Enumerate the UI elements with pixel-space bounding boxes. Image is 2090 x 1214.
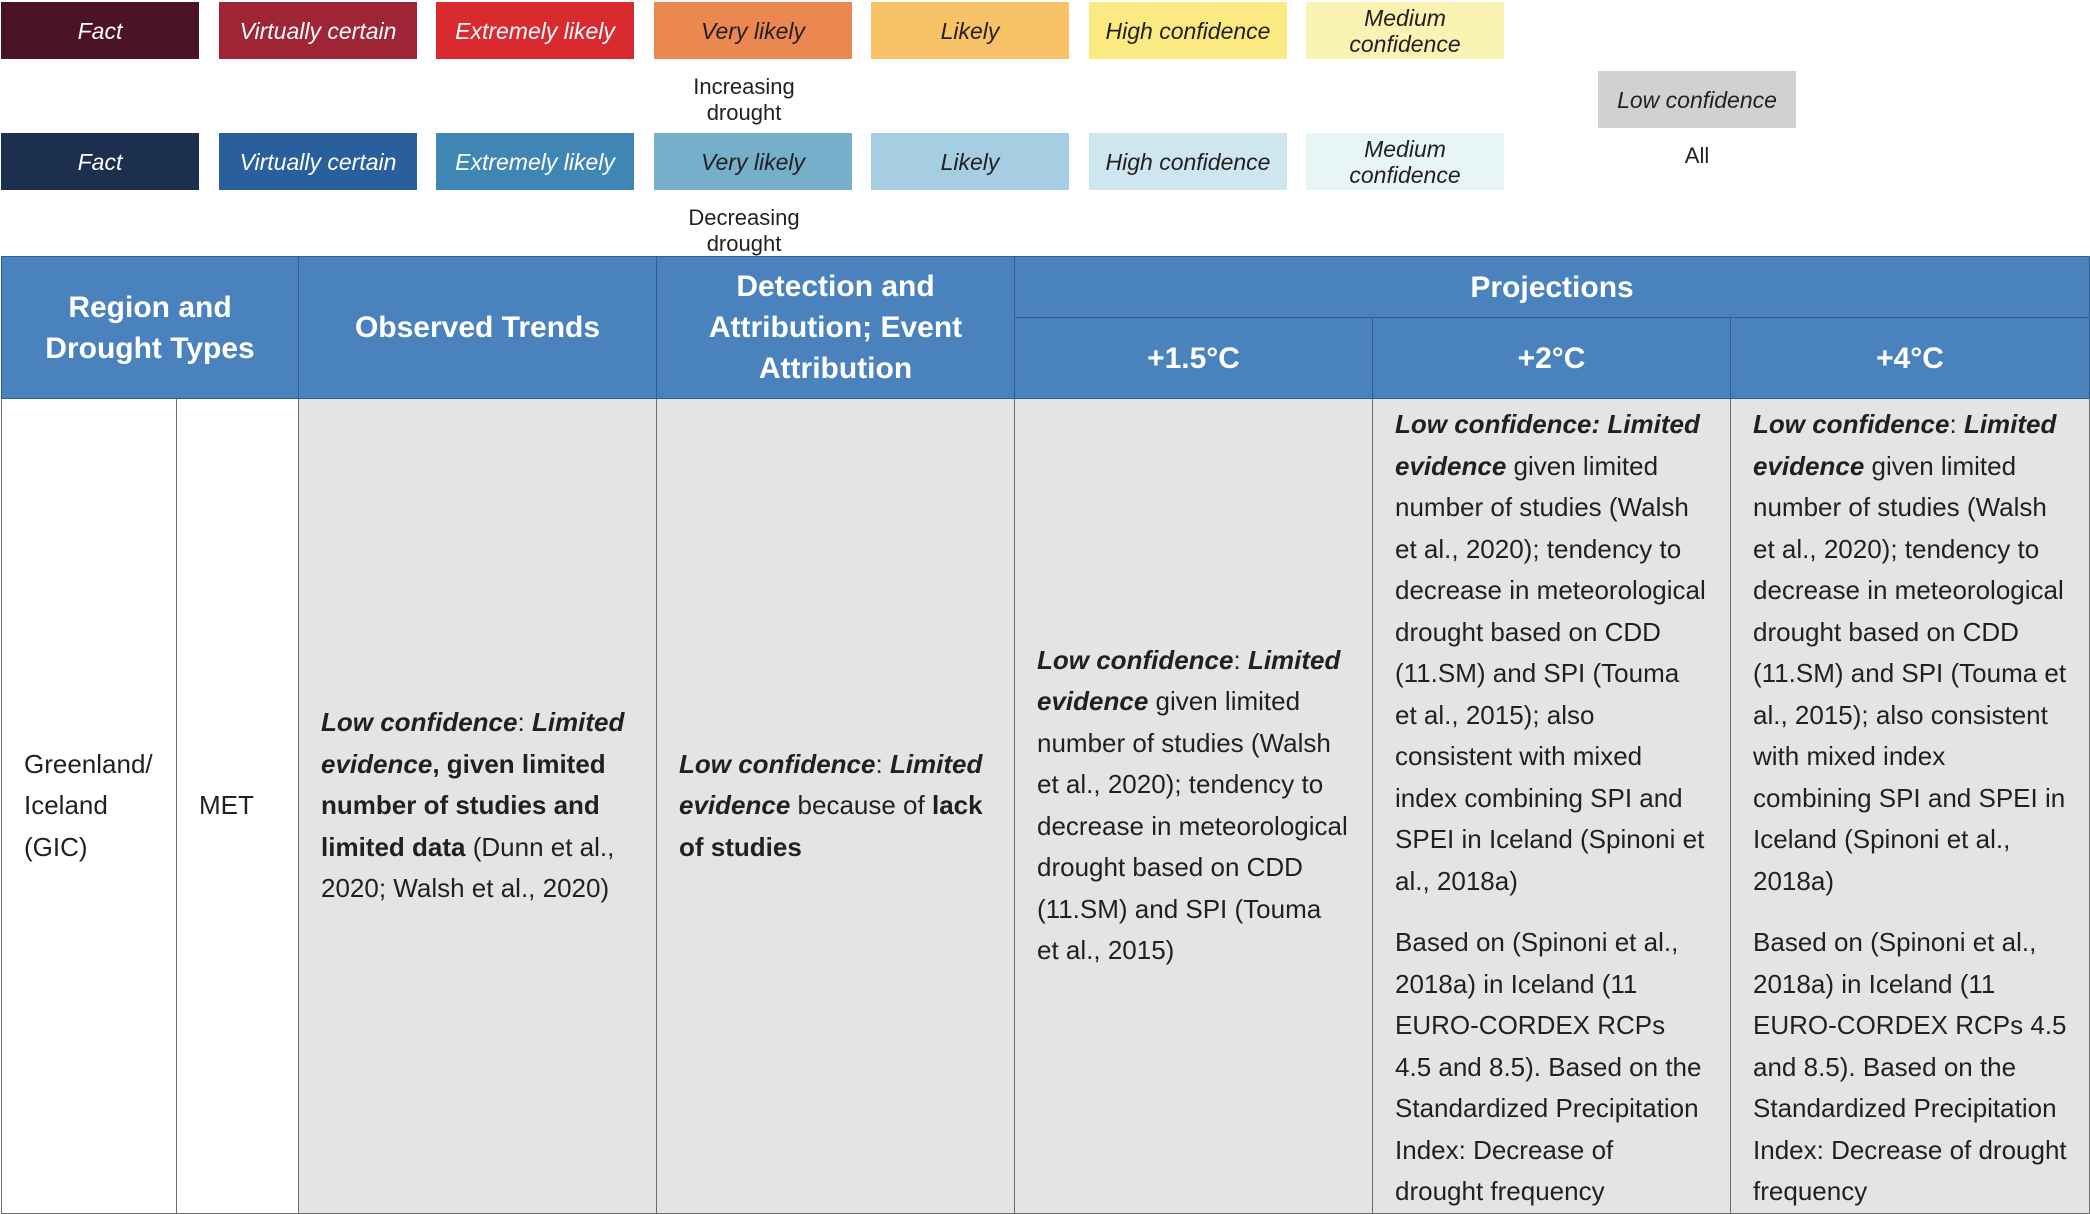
observed-t5: limited number of studies and limited data	[321, 748, 606, 862]
legend-decreasing-virtually-certain: Virtually certain	[219, 133, 417, 190]
projection-1-5-cell	[1015, 399, 1373, 1214]
detection-t2: :	[875, 748, 890, 779]
header-projections: Projections	[1015, 257, 2090, 318]
legend-all-caption: All	[1684, 143, 1710, 168]
legend-decreasing-fact: Fact	[1, 133, 199, 190]
observed-t4: , given	[432, 748, 522, 779]
detection-t5: lack of studies	[679, 790, 983, 862]
p4-t4: given limited number of studies (Walsh et al., 2020); tendency to decrease in meteorological drought based on CDD (11.SM) and SPI (Touma et al., 2015); also consistent with mixed index combining SPI and SPEI in Iceland (Spinoni et al., 2018a)	[1753, 450, 2067, 896]
header-plus-1-5: +1.5°C	[1015, 318, 1373, 399]
legend-increasing-caption: Increasing drought	[693, 74, 795, 125]
table-row	[2, 399, 2090, 1214]
p15-t1: Low confidence	[1037, 644, 1234, 675]
observed-t2: :	[517, 707, 532, 737]
header-observed-trends: Observed Trends	[299, 257, 657, 399]
legend-decreasing-medium-confidence: Medium confidence	[1306, 133, 1504, 190]
drought-assessment-table	[1, 256, 2090, 1214]
legend-decreasing-likely: Likely	[871, 133, 1069, 190]
detection-t1: Low confidence	[679, 748, 876, 779]
header-plus-2: +2°C	[1373, 318, 1731, 399]
p15-t4: given limited number of studies (Walsh et al., 2020); tendency to decrease in meteorological drought based on CDD (11.SM) and SPI (Touma et al., 2015)	[1037, 686, 1348, 966]
legend-decreasing-very-likely: Very likely	[654, 133, 852, 190]
p2-t3: Limited evidence	[1395, 409, 1700, 481]
p15-t3: Limited evidence	[1037, 644, 1341, 717]
projection-2-cell	[1373, 399, 1731, 1214]
p4-t2: :	[1949, 409, 1964, 439]
header-detection-attribution: Detection and Attribution; Event Attribution	[657, 257, 1015, 399]
detection-t3: Limited evidence	[679, 748, 983, 820]
legend-increasing-extremely-likely: Extremely likely	[436, 2, 634, 59]
p2-t2: :	[1591, 409, 1608, 439]
header-region: Region and Drought Types	[2, 257, 299, 399]
legend-increasing-medium-confidence: Medium confidence	[1306, 2, 1504, 59]
detection-attribution-cell	[657, 399, 1015, 1214]
drought-type-cell: MET	[177, 399, 299, 1214]
p2-t1: Low confidence	[1395, 409, 1592, 439]
region-cell: Greenland/ Iceland (GIC)	[2, 399, 177, 1214]
p4-paragraph-2: Based on (Spinoni et al., 2018a) in Iceland (11 EURO-CORDEX RCPs 4.5 and 8.5). Based on the Standardized Precipitation Index: Decrease of drought frequency	[1753, 927, 2067, 1206]
legend-decreasing-extremely-likely: Extremely likely	[436, 133, 634, 190]
legend-increasing-high-confidence: High confidence	[1089, 2, 1287, 59]
legend-increasing-very-likely: Very likely	[654, 2, 852, 59]
legend-all-low-confidence: Low confidence	[1598, 71, 1796, 128]
projection-4-cell	[1731, 399, 2090, 1214]
observed-trends-cell	[299, 399, 657, 1214]
legend-decreasing-caption: Decreasing drought	[688, 205, 800, 256]
p2-paragraph-2: Based on (Spinoni et al., 2018a) in Iceland (11 EURO-CORDEX RCPs 4.5 and 8.5). Based on the Standardized Precipitation Index: Decrease of drought frequency	[1395, 927, 1702, 1206]
observed-t3: Limited evidence	[321, 707, 625, 779]
detection-t4: because of	[790, 790, 932, 820]
legend-increasing-virtually-certain: Virtually certain	[219, 2, 417, 59]
p2-t4: given limited number of studies (Walsh et al., 2020); tendency to decrease in meteorological drought based on CDD (11.SM) and SPI (Touma et al., 2015); also consistent with mixed index combining SPI and SPEI in Iceland (Spinoni et al., 2018a)	[1395, 450, 1706, 896]
p4-t1: Low confidence	[1753, 409, 1950, 439]
observed-t6: (Dunn et al., 2020; Walsh et al., 2020)	[321, 831, 615, 903]
observed-t1: Low confidence	[321, 707, 518, 737]
legend-increasing-likely: Likely	[871, 2, 1069, 59]
legend-increasing-fact: Fact	[1, 2, 199, 59]
p15-t2: :	[1233, 644, 1248, 675]
p4-t3: Limited evidence	[1753, 409, 2057, 481]
legend-decreasing-high-confidence: High confidence	[1089, 133, 1287, 190]
header-plus-4: +4°C	[1731, 318, 2090, 399]
